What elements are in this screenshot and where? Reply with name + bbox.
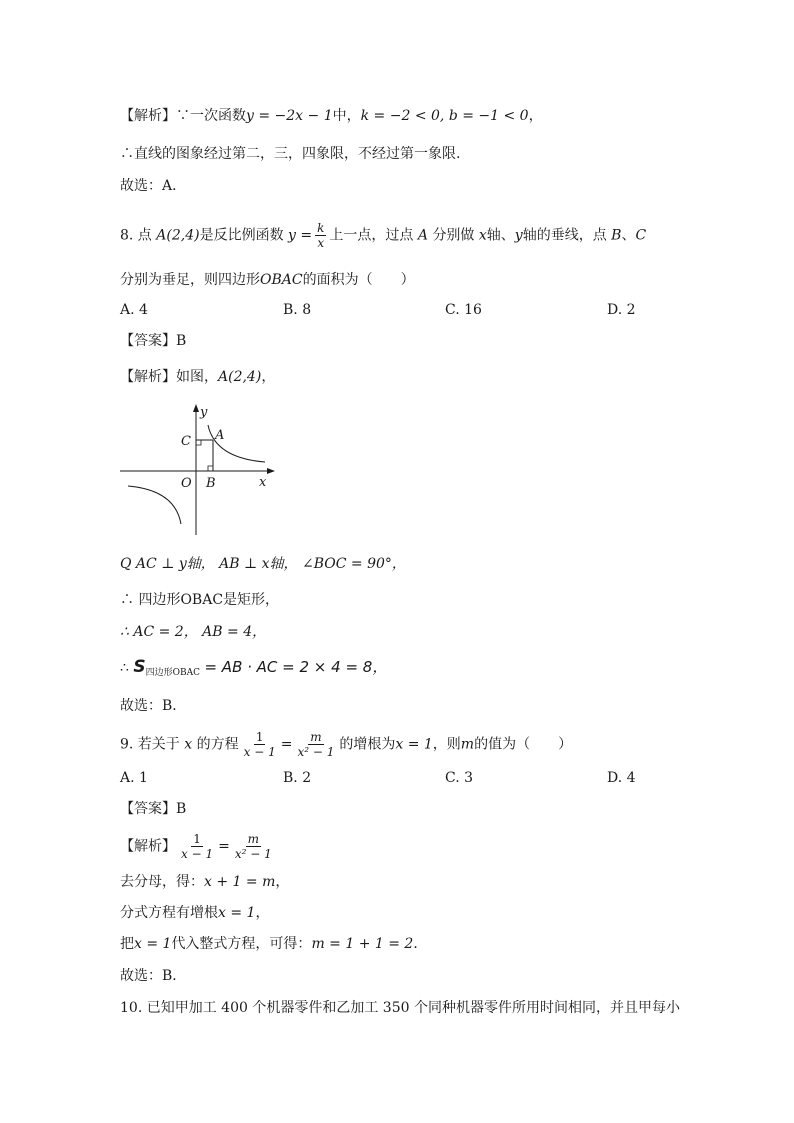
q8-option-b: B. 8 (283, 302, 312, 318)
q9-expl-f2-num: m (247, 832, 259, 846)
q8-var-a: A (417, 227, 428, 244)
q9-s3-math2: m = 1 + 1 = 2 (311, 936, 414, 952)
q8-frac-den: x (317, 236, 325, 250)
q9-jiexi-label: 【解析】 (120, 838, 176, 855)
q8-option-c: C. 16 (445, 302, 482, 318)
q9-expl-fraction1 (179, 832, 215, 861)
q8-option-d: D. 2 (607, 302, 636, 318)
q9-expl-f1-num: 1 (193, 832, 201, 846)
label-o: O (181, 476, 192, 491)
label-b: B (206, 476, 216, 491)
q9-eq: = (280, 736, 293, 753)
q8-text4: 轴、 (486, 227, 515, 244)
q9-s1-math: x + 1 = m (204, 874, 276, 890)
q9-text1: 的方程 (196, 736, 239, 753)
right-angle-b (208, 466, 213, 471)
q8-text1: 是反比例函数 (199, 227, 284, 244)
q8-step4-eq: = AB · AC = 2 × 4 = 8， (204, 658, 388, 676)
q9-var-x: x (184, 736, 193, 753)
q9-var-m: m (460, 736, 475, 753)
q9-s3-pre: 把 (120, 936, 134, 952)
q8-step4-sub: 四边形OBAC (145, 668, 201, 678)
q8-jiexi-end: ， (261, 369, 276, 385)
right-angle-c (196, 440, 201, 445)
q9-step3 (120, 934, 427, 954)
q8-text3: 分别做 (432, 227, 475, 244)
q8-point: A(2,4) (156, 227, 200, 244)
q7-conclusion: 故选：A． (120, 178, 187, 194)
q9-s1-pre: 去分母，得： (120, 874, 204, 890)
q9-explanation (120, 832, 277, 861)
q8-var-b: B (611, 227, 622, 244)
q8-explanation-intro (120, 367, 275, 387)
q8-text6: 、 (621, 227, 636, 244)
q9-s2-math: x = 1 (218, 905, 256, 921)
jiexi-label: 【解析】 (120, 108, 176, 124)
q9-option-c: C. 3 (445, 770, 474, 786)
q7-explanation-line2: ∴直线的图象经过第二，三，四象限，不经过第一象限. (120, 146, 461, 162)
q9-s3-end: ． (413, 936, 428, 952)
q9-number: 9. 若关于 (120, 736, 180, 753)
q9-root: x = 1 (395, 736, 433, 753)
q8-line2-pre: 分别为垂足，则四边形 (120, 272, 260, 288)
q8-text2: 上一点，过点 (329, 227, 414, 244)
q8-step2: ∴ 四边形OBAC是矩形， (120, 592, 280, 608)
q9-f1-num: 1 (255, 730, 264, 744)
q7-text: ∵一次函数 (176, 108, 246, 124)
q9-step2 (120, 903, 269, 923)
x-axis-arrow (267, 468, 275, 474)
q8-step4 (120, 657, 387, 683)
q9-option-d: D. 4 (607, 770, 636, 786)
q7-text-end: ， (528, 108, 543, 124)
q7-formula-linear: y = −2x − 1 (246, 108, 333, 124)
q8-fraction (315, 221, 326, 250)
q9-option-b: B. 2 (283, 770, 312, 786)
q8-step4-pre: ∴ (120, 660, 129, 676)
q8-line2-post: 的面积为（ ） (302, 272, 415, 288)
q9-text3: ，则 (432, 736, 461, 753)
q7-explanation-line1 (120, 106, 543, 126)
label-y: y (200, 405, 208, 420)
q8-text5: 轴的垂线，点 (522, 227, 607, 244)
q8-number: 8. 点 (120, 227, 152, 244)
q9-s2-pre: 分式方程有增根 (120, 905, 218, 921)
q9-s3-math1: x = 1 (134, 936, 172, 952)
y-axis-arrow (193, 404, 199, 412)
hyperbola-branch-q3 (128, 486, 181, 524)
q8-var-x: x (478, 227, 487, 244)
q9-f1-den: x − 1 (243, 745, 276, 759)
q10-stem: 10. 已知甲加工 400 个机器零件和乙加工 350 个同种机器零件所用时间相同，并且甲每小 (120, 1000, 680, 1016)
q9-step1 (120, 872, 289, 892)
label-c: C (181, 434, 191, 449)
label-x: x (259, 475, 267, 490)
q9-expl-eq: = (218, 838, 230, 855)
q9-text4: 的值为（ ） (474, 736, 573, 753)
q9-fraction2 (295, 730, 336, 759)
q7-text-mid: 中， (332, 108, 361, 124)
q8-frac-num: k (317, 221, 325, 235)
q9-expl-f2-den: x² − 1 (234, 847, 272, 861)
q9-conclusion: 故选：B． (120, 968, 187, 984)
q8-step4-s: S (133, 657, 146, 677)
q8-jiexi-point: A(2,4) (218, 369, 262, 385)
q8-var-y: y (514, 227, 523, 244)
q7-formula-kb: k = −2 < 0, b = −1 < 0 (360, 108, 529, 124)
q9-answer: 【答案】B (120, 801, 187, 817)
label-a: A (215, 428, 225, 443)
q8-var-c: C (635, 227, 647, 244)
q8-func-y: y = (288, 227, 313, 244)
q8-function-graph (115, 398, 285, 543)
q9-option-a: A. 1 (120, 770, 148, 786)
q9-expl-f1-den: x − 1 (181, 847, 214, 861)
q9-f2-num: m (310, 730, 322, 744)
q9-s1-end: ， (275, 874, 290, 890)
q8-quad: OBAC (260, 272, 303, 288)
q8-step3: ∴ AC = 2， AB = 4， (120, 624, 267, 640)
q8-stem-line1 (120, 221, 646, 250)
q8-stem-line2 (120, 270, 415, 290)
q9-f2-den: x² − 1 (297, 745, 335, 759)
q9-fraction1 (242, 730, 278, 759)
q8-option-a: A. 4 (120, 302, 148, 318)
q8-conclusion: 故选：B． (120, 698, 187, 714)
q9-text2: 的增根为 (339, 736, 396, 753)
q8-answer: 【答案】B (120, 333, 187, 349)
q9-expl-fraction2 (233, 832, 274, 861)
q9-s3-mid: 代入整式方程，可得： (171, 936, 312, 952)
q8-step1: Q AC ⊥ y轴， AB ⊥ x轴， ∠BOC = 90°， (120, 556, 406, 572)
q9-stem (120, 730, 572, 759)
q9-s2-end: ， (255, 905, 270, 921)
q8-jiexi-pre: 【解析】如图， (120, 369, 218, 385)
